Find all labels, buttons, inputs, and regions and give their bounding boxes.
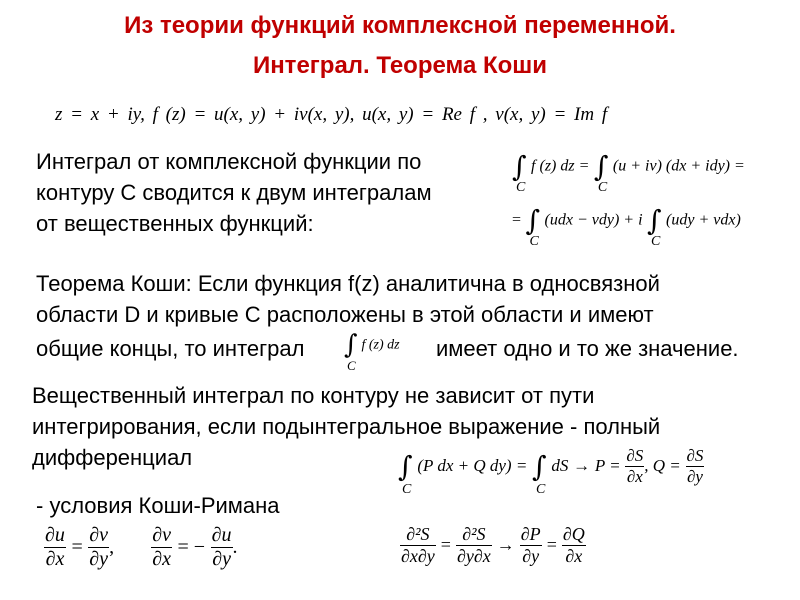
integral-sign: ∫ C [398,450,413,497]
cauchy-riemann-equations: $\frac{\partial u}{\partial x}$ = $\frac{\partial v}{\partial y}$ , $\frac{\partial v}{\partial x}$ = − $\frac{\partial u}{\partial y}$ . [45,524,238,570]
paragraph2-line2: интегрирования, если подынтегральное выражение - полный [32,414,661,439]
integral-sign: ∫ C [525,204,541,249]
theorem-line3a: общие концы, то интеграл [36,336,305,361]
theorem-line1: Теорема Коши: Если функция f(z) аналитична в односвязной [36,271,660,296]
paragraph2-line1: Вещественный интеграл по контуру не зависит от пути [32,383,595,408]
integral-sign: ∫ C [593,150,609,195]
paragraph1-line1: Интеграл от комплексной функции по [36,149,422,174]
formula1-row2: = ∫ C (udx − vdy) + i ∫ C (udy + vdx) [512,204,741,249]
integral-sign: ∫ C [344,330,358,373]
slide-title-line1: Из теории функций комплексной переменной. [124,12,676,39]
formula1-row1: ∫ C f (z) dz = ∫ C (u + iv) (dx + idy) = [512,150,745,195]
integral-sign: ∫ C [532,450,547,497]
cauchy-riemann-label: - условия Коши-Римана [36,493,280,518]
formula3: $\frac{\text{∂²S}}{\partial x\partial y}$ = $\frac{\text{∂²S}}{\partial y\partial x}$ → $\frac{\partial P}{\partial y}$ = $\frac{\partial Q}{\partial x}$ [401,524,585,566]
paragraph2-line3: дифференциал [32,445,193,470]
paragraph1-line3: от вещественных функций: [36,211,314,236]
theorem-line2: области D и кривые C расположены в этой области и имеют [36,302,654,327]
integral-sign: ∫ C [646,204,662,249]
definitions-formula: z = x + iy, f (z) = u(x, y) + iv(x, y), u(x, y) = Re f , v(x, y) = Im f [55,104,608,125]
theorem-line3b: имеет одно и то же значение. [436,336,739,361]
slide-title-line2: Интеграл. Теорема Коши [252,52,548,79]
theorem-integral: ∫ C f (z) dz [344,330,400,373]
formula2: ∫ C (P dx + Q dy) = ∫ C dS → P = $\frac{\partial S}{\partial x}$ , Q = $\frac{\partial S}{\partial y}$ [398,446,704,497]
integral-sign: ∫ C [512,150,527,195]
paragraph1-line2: контуру C сводится к двум интегралам [36,180,432,205]
